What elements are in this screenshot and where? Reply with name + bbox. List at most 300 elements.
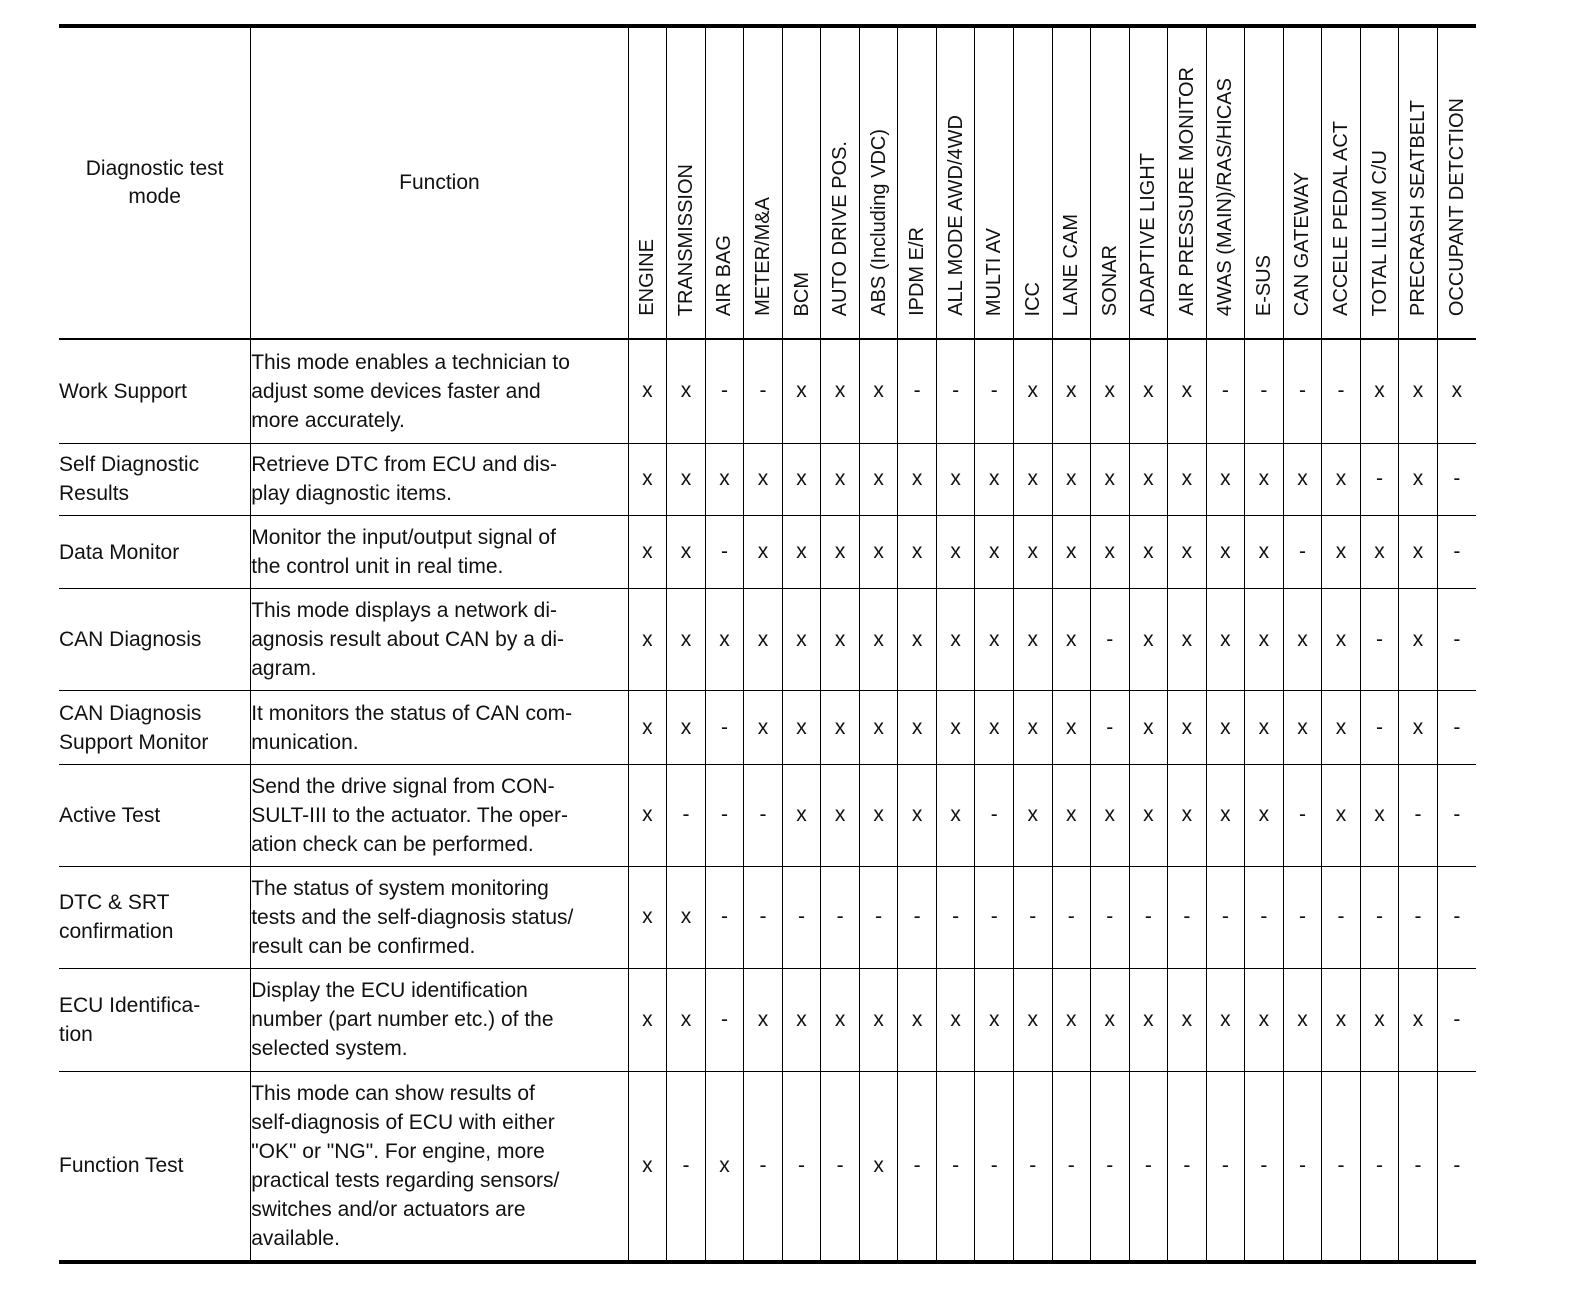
support-cell: - bbox=[1052, 866, 1091, 968]
support-cell: x bbox=[1206, 764, 1245, 866]
support-cell: - bbox=[1283, 515, 1322, 588]
support-cell: x bbox=[1013, 339, 1052, 443]
support-cell: x bbox=[1168, 515, 1207, 588]
function-line: The status of system monitoring bbox=[251, 876, 549, 900]
support-cell: x bbox=[1052, 589, 1091, 691]
support-cell: x bbox=[936, 515, 975, 588]
table-body bbox=[59, 339, 1476, 1262]
header-system-label: AUTO DRIVE POS. bbox=[829, 140, 852, 316]
header-system-label: PRECRASH SEATBELT bbox=[1407, 100, 1430, 316]
function-line: more accurately. bbox=[251, 408, 405, 432]
support-cell: x bbox=[1168, 339, 1207, 443]
header-system-label: ENGINE bbox=[636, 239, 659, 316]
support-cell: x bbox=[1129, 691, 1168, 764]
support-cell: x bbox=[975, 589, 1014, 691]
header-system-label: ADAPTIVE LIGHT bbox=[1137, 152, 1160, 316]
support-cell: - bbox=[705, 866, 744, 968]
support-cell: - bbox=[936, 1071, 975, 1262]
support-cell: - bbox=[1245, 866, 1284, 968]
support-cell: - bbox=[1013, 1071, 1052, 1262]
table-row bbox=[59, 764, 1476, 866]
support-cell: x bbox=[1206, 589, 1245, 691]
support-cell: x bbox=[667, 589, 706, 691]
support-cell: - bbox=[1091, 866, 1130, 968]
function-line: number (part number etc.) of the bbox=[251, 1008, 554, 1032]
function-cell bbox=[251, 339, 628, 443]
mode-cell bbox=[59, 968, 251, 1071]
header-system-column bbox=[628, 26, 667, 339]
support-cell: x bbox=[975, 515, 1014, 588]
support-cell: - bbox=[898, 866, 937, 968]
support-cell: x bbox=[705, 443, 744, 515]
header-row bbox=[59, 26, 1476, 339]
header-system-label: BCM bbox=[790, 271, 813, 316]
header-system-column bbox=[1437, 26, 1476, 339]
support-cell: - bbox=[1091, 589, 1130, 691]
function-line: This mode enables a technician to bbox=[251, 350, 570, 374]
support-cell: x bbox=[859, 968, 898, 1071]
function-line: practical tests regarding sensors/ bbox=[251, 1168, 560, 1192]
support-cell: - bbox=[1399, 764, 1438, 866]
support-cell: x bbox=[628, 764, 667, 866]
support-cell: x bbox=[898, 764, 937, 866]
mode-line: CAN Diagnosis bbox=[59, 628, 202, 652]
support-cell: x bbox=[1360, 968, 1399, 1071]
support-cell: x bbox=[1360, 764, 1399, 866]
mode-cell bbox=[59, 691, 251, 764]
support-cell: x bbox=[782, 764, 821, 866]
support-cell: - bbox=[744, 866, 783, 968]
header-system-label: ABS (Including VDC) bbox=[867, 129, 890, 316]
support-cell: x bbox=[859, 691, 898, 764]
support-cell: x bbox=[1129, 515, 1168, 588]
support-cell: - bbox=[1206, 1071, 1245, 1262]
support-cell: x bbox=[1399, 339, 1438, 443]
support-cell: - bbox=[705, 968, 744, 1071]
mode-line: Results bbox=[59, 482, 130, 506]
function-line: selected system. bbox=[251, 1037, 408, 1061]
support-cell: x bbox=[628, 515, 667, 588]
header-system-column bbox=[705, 26, 744, 339]
header-system-column bbox=[744, 26, 783, 339]
support-cell: x bbox=[1052, 339, 1091, 443]
support-cell: - bbox=[1168, 866, 1207, 968]
support-cell: x bbox=[782, 691, 821, 764]
support-cell: x bbox=[821, 589, 860, 691]
support-cell: x bbox=[782, 589, 821, 691]
support-cell: x bbox=[1168, 443, 1207, 515]
header-system-column bbox=[898, 26, 937, 339]
support-cell: x bbox=[1283, 691, 1322, 764]
support-cell: - bbox=[1091, 691, 1130, 764]
header-system-label: OCCUPANT DETCTION bbox=[1445, 97, 1468, 316]
support-cell: - bbox=[744, 764, 783, 866]
mode-line: Self Diagnostic bbox=[59, 453, 200, 477]
header-system-column bbox=[667, 26, 706, 339]
support-cell: x bbox=[898, 968, 937, 1071]
mode-cell bbox=[59, 515, 251, 588]
support-cell: x bbox=[859, 764, 898, 866]
support-cell: - bbox=[1399, 866, 1438, 968]
table-row bbox=[59, 515, 1476, 588]
diagnostic-mode-table bbox=[59, 24, 1476, 1264]
support-cell: x bbox=[1168, 691, 1207, 764]
support-cell: x bbox=[1168, 968, 1207, 1071]
header-system-column bbox=[782, 26, 821, 339]
mode-line: DTC & SRT bbox=[59, 891, 170, 915]
support-cell: x bbox=[821, 515, 860, 588]
support-cell: - bbox=[1168, 1071, 1207, 1262]
function-cell bbox=[251, 589, 628, 691]
mode-cell bbox=[59, 339, 251, 443]
support-cell: x bbox=[1206, 968, 1245, 1071]
mode-line: Active Test bbox=[59, 803, 161, 827]
header-system-label: IPDM E/R bbox=[906, 227, 929, 316]
support-cell: - bbox=[744, 339, 783, 443]
support-cell: x bbox=[821, 339, 860, 443]
support-cell: x bbox=[1437, 339, 1476, 443]
support-cell: - bbox=[898, 339, 937, 443]
mode-cell bbox=[59, 589, 251, 691]
function-cell bbox=[251, 443, 628, 515]
support-cell: x bbox=[744, 691, 783, 764]
mode-cell bbox=[59, 866, 251, 968]
support-cell: - bbox=[1206, 339, 1245, 443]
support-cell: - bbox=[1322, 1071, 1361, 1262]
header-system-column bbox=[1013, 26, 1052, 339]
mode-line: CAN Diagnosis bbox=[59, 701, 202, 725]
support-cell: x bbox=[1322, 443, 1361, 515]
header-diagnostic-test-mode bbox=[59, 26, 251, 339]
support-cell: x bbox=[1052, 443, 1091, 515]
support-cell: x bbox=[1168, 764, 1207, 866]
header-system-column bbox=[1052, 26, 1091, 339]
function-line: Display the ECU identification bbox=[251, 979, 528, 1003]
support-cell: x bbox=[744, 968, 783, 1071]
support-cell: x bbox=[898, 443, 937, 515]
table-row bbox=[59, 443, 1476, 515]
support-cell: x bbox=[1245, 443, 1284, 515]
support-cell: x bbox=[667, 443, 706, 515]
header-system-label: METER/M&A bbox=[752, 197, 775, 316]
function-cell bbox=[251, 764, 628, 866]
function-line: This mode can show results of bbox=[251, 1081, 535, 1105]
support-cell: - bbox=[975, 339, 1014, 443]
support-cell: - bbox=[936, 339, 975, 443]
support-cell: x bbox=[859, 515, 898, 588]
table-row bbox=[59, 589, 1476, 691]
support-cell: - bbox=[975, 764, 1014, 866]
support-cell: x bbox=[1052, 968, 1091, 1071]
support-cell: x bbox=[744, 443, 783, 515]
support-cell: x bbox=[859, 1071, 898, 1262]
support-cell: x bbox=[898, 691, 937, 764]
support-cell: x bbox=[1399, 691, 1438, 764]
function-cell bbox=[251, 515, 628, 588]
function-line: agram. bbox=[251, 657, 317, 681]
function-line: "OK" or "NG". For engine, more bbox=[251, 1139, 545, 1163]
header-system-label: MULTI AV bbox=[983, 227, 1006, 316]
support-cell: x bbox=[705, 1071, 744, 1262]
support-cell: x bbox=[1129, 968, 1168, 1071]
mode-line: ECU Identifica- bbox=[59, 993, 201, 1017]
header-system-column bbox=[1206, 26, 1245, 339]
support-cell: - bbox=[975, 1071, 1014, 1262]
support-cell: - bbox=[859, 866, 898, 968]
support-cell: - bbox=[1437, 866, 1476, 968]
support-cell: x bbox=[821, 691, 860, 764]
support-cell: x bbox=[1283, 968, 1322, 1071]
support-cell: x bbox=[628, 866, 667, 968]
support-cell: - bbox=[705, 515, 744, 588]
support-cell: x bbox=[1283, 589, 1322, 691]
header-system-column bbox=[1168, 26, 1207, 339]
diagnostic-mode-document bbox=[59, 24, 1476, 1264]
header-mode-line: Diagnostic test bbox=[85, 157, 224, 180]
support-cell: x bbox=[667, 968, 706, 1071]
support-cell: x bbox=[859, 339, 898, 443]
support-cell: x bbox=[1399, 968, 1438, 1071]
support-cell: x bbox=[782, 339, 821, 443]
support-cell: - bbox=[782, 866, 821, 968]
function-line: available. bbox=[251, 1226, 340, 1250]
table-row bbox=[59, 968, 1476, 1071]
function-cell bbox=[251, 1071, 628, 1262]
support-cell: - bbox=[1437, 691, 1476, 764]
support-cell: x bbox=[936, 443, 975, 515]
function-line: munication. bbox=[251, 730, 359, 754]
header-system-label: ICC bbox=[1021, 281, 1044, 316]
header-system-column bbox=[975, 26, 1014, 339]
header-system-label: AIR PRESSURE MONITOR bbox=[1175, 67, 1198, 316]
support-cell: x bbox=[1322, 691, 1361, 764]
mode-cell bbox=[59, 764, 251, 866]
mode-line: tion bbox=[59, 1022, 93, 1046]
function-cell bbox=[251, 691, 628, 764]
support-cell: - bbox=[705, 691, 744, 764]
header-function: Function bbox=[251, 26, 628, 339]
header-system-column bbox=[1399, 26, 1438, 339]
support-cell: - bbox=[1206, 866, 1245, 968]
header-system-column bbox=[821, 26, 860, 339]
support-cell: x bbox=[1399, 515, 1438, 588]
support-cell: - bbox=[1013, 866, 1052, 968]
support-cell: - bbox=[1322, 866, 1361, 968]
support-cell: x bbox=[1052, 764, 1091, 866]
support-cell: x bbox=[1360, 339, 1399, 443]
header-mode-line: mode bbox=[128, 185, 181, 208]
support-cell: - bbox=[782, 1071, 821, 1262]
header-system-column bbox=[1245, 26, 1284, 339]
support-cell: x bbox=[1013, 589, 1052, 691]
support-cell: - bbox=[1437, 443, 1476, 515]
support-cell: - bbox=[1437, 764, 1476, 866]
support-cell: - bbox=[1091, 1071, 1130, 1262]
support-cell: - bbox=[1129, 866, 1168, 968]
support-cell: x bbox=[821, 764, 860, 866]
mode-cell bbox=[59, 1071, 251, 1262]
header-system-column bbox=[1091, 26, 1130, 339]
support-cell: - bbox=[1437, 589, 1476, 691]
support-cell: x bbox=[1322, 589, 1361, 691]
function-line: play diagnostic items. bbox=[251, 482, 452, 506]
header-system-label: 4WAS (MAIN)/RAS/HICAS bbox=[1214, 77, 1237, 316]
support-cell: - bbox=[1360, 589, 1399, 691]
support-cell: - bbox=[1360, 443, 1399, 515]
support-cell: - bbox=[1283, 339, 1322, 443]
support-cell: x bbox=[1245, 691, 1284, 764]
support-cell: - bbox=[1283, 1071, 1322, 1262]
function-line: Send the drive signal from CON- bbox=[251, 774, 555, 798]
function-line: tests and the self-diagnosis status/ bbox=[251, 905, 574, 929]
table-row bbox=[59, 866, 1476, 968]
header-system-label: E-SUS bbox=[1252, 254, 1275, 316]
support-cell: x bbox=[628, 968, 667, 1071]
support-cell: - bbox=[1360, 1071, 1399, 1262]
mode-line: Data Monitor bbox=[59, 540, 180, 564]
support-cell: x bbox=[1129, 443, 1168, 515]
support-cell: - bbox=[1322, 339, 1361, 443]
mode-line: Work Support bbox=[59, 379, 187, 403]
support-cell: x bbox=[705, 589, 744, 691]
support-cell: x bbox=[782, 968, 821, 1071]
support-cell: x bbox=[1399, 589, 1438, 691]
support-cell: x bbox=[1399, 443, 1438, 515]
function-line: result can be confirmed. bbox=[251, 934, 476, 958]
header-system-column bbox=[1129, 26, 1168, 339]
support-cell: - bbox=[1437, 968, 1476, 1071]
support-cell: x bbox=[628, 1071, 667, 1262]
support-cell: x bbox=[936, 589, 975, 691]
support-cell: x bbox=[1245, 764, 1284, 866]
support-cell: x bbox=[667, 515, 706, 588]
support-cell: x bbox=[1322, 968, 1361, 1071]
support-cell: - bbox=[821, 1071, 860, 1262]
function-line: It monitors the status of CAN com- bbox=[251, 701, 573, 725]
support-cell: x bbox=[1283, 443, 1322, 515]
support-cell: - bbox=[898, 1071, 937, 1262]
support-cell: x bbox=[1206, 691, 1245, 764]
support-cell: x bbox=[1129, 764, 1168, 866]
support-cell: x bbox=[1091, 515, 1130, 588]
support-cell: x bbox=[859, 589, 898, 691]
header-system-label: LANE CAM bbox=[1060, 213, 1083, 316]
support-cell: - bbox=[1437, 515, 1476, 588]
support-cell: x bbox=[975, 691, 1014, 764]
support-cell: x bbox=[782, 443, 821, 515]
support-cell: x bbox=[898, 515, 937, 588]
header-system-label: ALL MODE AWD/4WD bbox=[944, 115, 967, 316]
support-cell: x bbox=[744, 589, 783, 691]
header-system-column bbox=[1322, 26, 1361, 339]
function-line: self-diagnosis of ECU with either bbox=[251, 1110, 555, 1134]
support-cell: - bbox=[1399, 1071, 1438, 1262]
support-cell: x bbox=[628, 589, 667, 691]
support-cell: - bbox=[705, 339, 744, 443]
table-row bbox=[59, 691, 1476, 764]
function-line: Monitor the input/output signal of bbox=[251, 526, 556, 550]
support-cell: x bbox=[1360, 515, 1399, 588]
support-cell: x bbox=[1245, 968, 1284, 1071]
mode-line: confirmation bbox=[59, 920, 174, 944]
support-cell: x bbox=[936, 764, 975, 866]
header-system-label: ACCELE PEDAL ACT bbox=[1329, 121, 1352, 316]
support-cell: x bbox=[1245, 589, 1284, 691]
mode-cell bbox=[59, 443, 251, 515]
support-cell: - bbox=[1360, 691, 1399, 764]
header-system-column bbox=[936, 26, 975, 339]
function-line: Retrieve DTC from ECU and dis- bbox=[251, 453, 557, 477]
support-cell: x bbox=[1013, 691, 1052, 764]
header-system-column bbox=[1283, 26, 1322, 339]
header-system-label: TOTAL ILLUM C/U bbox=[1368, 149, 1391, 316]
table-row bbox=[59, 339, 1476, 443]
support-cell: x bbox=[667, 691, 706, 764]
function-line: This mode displays a network di- bbox=[251, 599, 558, 623]
support-cell: - bbox=[1052, 1071, 1091, 1262]
support-cell: x bbox=[1013, 764, 1052, 866]
support-cell: x bbox=[1013, 443, 1052, 515]
function-line: adjust some devices faster and bbox=[251, 379, 541, 403]
header-system-column bbox=[1360, 26, 1399, 339]
support-cell: - bbox=[936, 866, 975, 968]
mode-line: Support Monitor bbox=[59, 730, 209, 754]
support-cell: x bbox=[1322, 764, 1361, 866]
support-cell: x bbox=[821, 443, 860, 515]
support-cell: x bbox=[821, 968, 860, 1071]
function-cell bbox=[251, 968, 628, 1071]
support-cell: - bbox=[1129, 1071, 1168, 1262]
support-cell: x bbox=[628, 443, 667, 515]
support-cell: - bbox=[1245, 339, 1284, 443]
support-cell: x bbox=[782, 515, 821, 588]
support-cell: x bbox=[898, 589, 937, 691]
function-line: agnosis result about CAN by a di- bbox=[251, 628, 565, 652]
support-cell: x bbox=[1013, 968, 1052, 1071]
header-system-column bbox=[859, 26, 898, 339]
function-line: switches and/or actuators are bbox=[251, 1197, 526, 1221]
support-cell: - bbox=[667, 764, 706, 866]
function-line: SULT-III to the actuator. The oper- bbox=[251, 803, 568, 827]
mode-line: Function Test bbox=[59, 1154, 184, 1178]
function-cell bbox=[251, 866, 628, 968]
support-cell: - bbox=[1437, 1071, 1476, 1262]
support-cell: x bbox=[859, 443, 898, 515]
support-cell: x bbox=[975, 968, 1014, 1071]
header-system-label: AIR BAG bbox=[713, 234, 736, 316]
support-cell: - bbox=[821, 866, 860, 968]
support-cell: x bbox=[1091, 968, 1130, 1071]
support-cell: x bbox=[1091, 764, 1130, 866]
header-system-label: CAN GATEWAY bbox=[1291, 171, 1314, 316]
function-line: the control unit in real time. bbox=[251, 555, 504, 579]
support-cell: x bbox=[1052, 691, 1091, 764]
support-cell: - bbox=[667, 1071, 706, 1262]
support-cell: - bbox=[1283, 866, 1322, 968]
support-cell: x bbox=[628, 691, 667, 764]
support-cell: x bbox=[1129, 589, 1168, 691]
support-cell: - bbox=[1360, 866, 1399, 968]
function-line: ation check can be performed. bbox=[251, 832, 534, 856]
support-cell: x bbox=[936, 968, 975, 1071]
support-cell: x bbox=[1129, 339, 1168, 443]
support-cell: x bbox=[1322, 515, 1361, 588]
support-cell: x bbox=[667, 339, 706, 443]
support-cell: x bbox=[1206, 515, 1245, 588]
support-cell: - bbox=[744, 1071, 783, 1262]
support-cell: x bbox=[1052, 515, 1091, 588]
table-row bbox=[59, 1071, 1476, 1262]
